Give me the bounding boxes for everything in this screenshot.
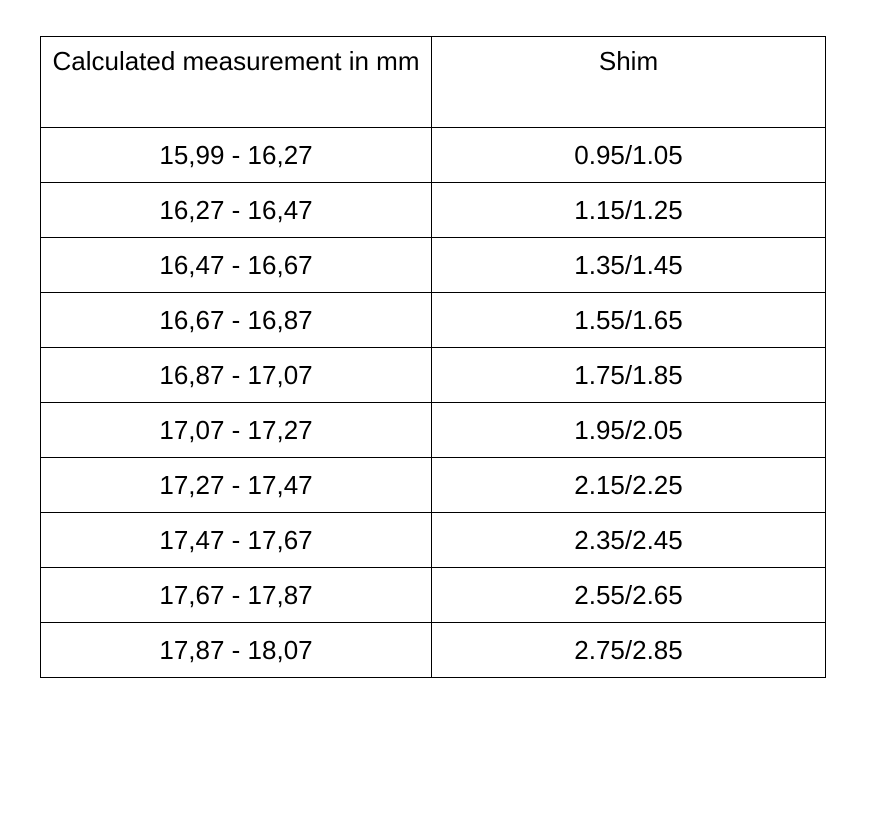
measurement-cell: 16,27 - 16,47 [41,183,432,238]
measurement-cell: 16,87 - 17,07 [41,348,432,403]
table-row [41,623,826,678]
shim-selection-table [40,36,826,678]
measurement-cell: 17,27 - 17,47 [41,458,432,513]
shim-cell: 0.95/1.05 [432,128,826,183]
table-row [41,293,826,348]
header-row [41,37,826,128]
measurement-cell: 17,87 - 18,07 [41,623,432,678]
table-row [41,348,826,403]
measurement-cell: 16,67 - 16,87 [41,293,432,348]
shim-cell: 2.35/2.45 [432,513,826,568]
table-row [41,183,826,238]
table-row [41,568,826,623]
table-row [41,513,826,568]
measurement-cell: 17,47 - 17,67 [41,513,432,568]
header-measurement: Calculated measurement in mm [41,37,432,128]
measurement-cell: 16,47 - 16,67 [41,238,432,293]
shim-cell: 1.75/1.85 [432,348,826,403]
shim-cell: 1.35/1.45 [432,238,826,293]
shim-cell: 1.95/2.05 [432,403,826,458]
table-row [41,128,826,183]
measurement-cell: 17,67 - 17,87 [41,568,432,623]
table-row [41,403,826,458]
table-row [41,238,826,293]
shim-cell: 1.15/1.25 [432,183,826,238]
shim-cell: 2.15/2.25 [432,458,826,513]
measurement-cell: 17,07 - 17,27 [41,403,432,458]
shim-cell: 2.55/2.65 [432,568,826,623]
shim-cell: 1.55/1.65 [432,293,826,348]
table-row [41,458,826,513]
measurement-cell: 15,99 - 16,27 [41,128,432,183]
shim-cell: 2.75/2.85 [432,623,826,678]
header-shim: Shim [432,37,826,128]
